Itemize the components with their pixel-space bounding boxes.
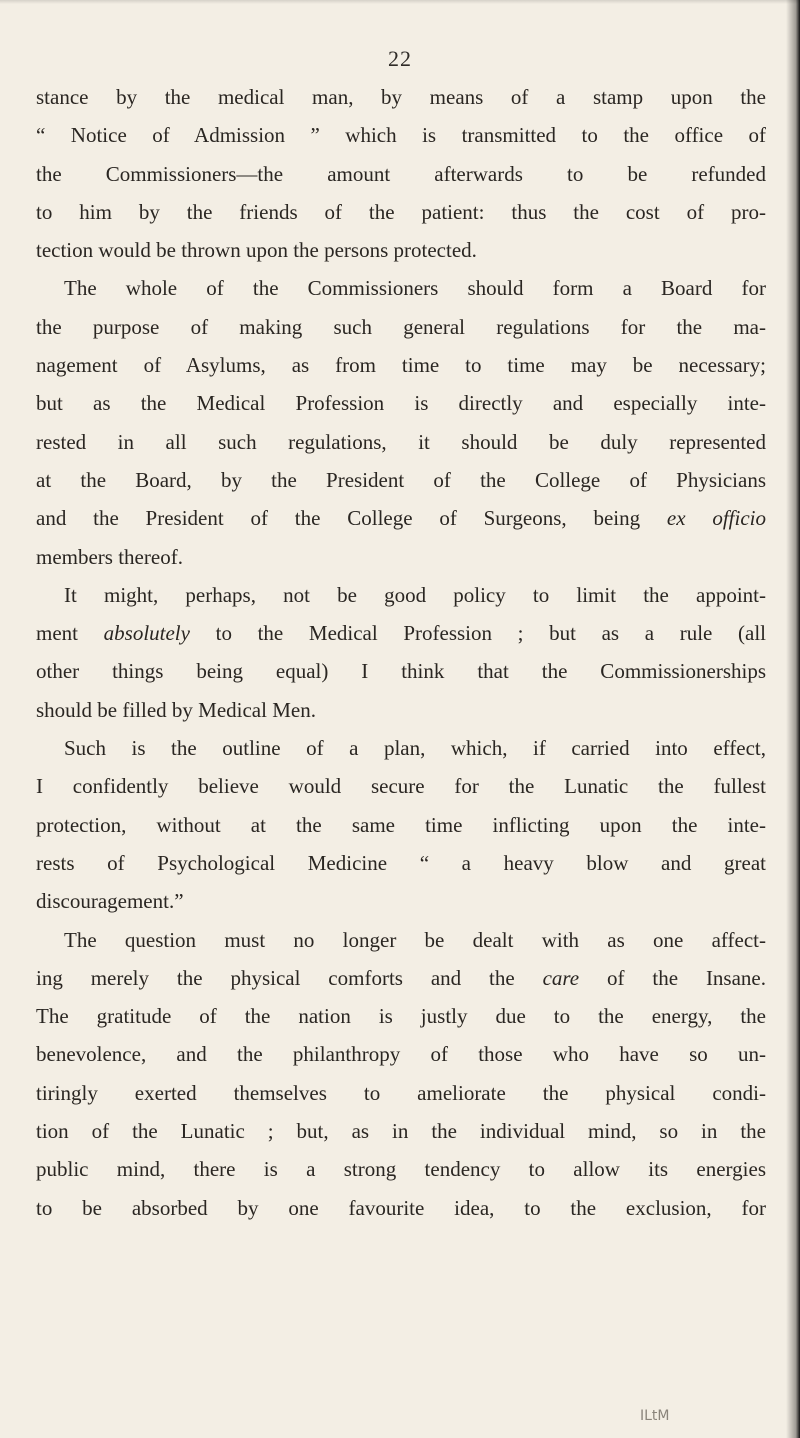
line-text: “ Notice of Admission ” which is transmitted to the office of xyxy=(36,123,766,148)
text-line xyxy=(36,423,766,461)
text-line xyxy=(36,767,766,805)
line-text: the purpose of making such general regulations for the ma- xyxy=(36,314,766,339)
line-text: tiringly exerted themselves to ameliorate the physical condi- xyxy=(36,1080,766,1105)
line-text: to be absorbed by one favourite idea, to the exclusion, for xyxy=(36,1195,766,1220)
page-number: 22 xyxy=(388,46,412,71)
line-text: but as the Medical Profession is directly and especially inte- xyxy=(36,391,766,416)
text-line xyxy=(36,384,766,422)
text-line xyxy=(36,308,766,346)
page-edge-shadow xyxy=(786,0,800,1438)
text-line xyxy=(36,1035,766,1073)
text-line xyxy=(36,882,766,920)
line-text: of the Insane. xyxy=(579,965,766,990)
line-text: to him by the friends of the patient: thus the cost of pro- xyxy=(36,199,766,224)
line-text: at the Board, by the President of the College of Physicians xyxy=(36,467,766,492)
line-text: The gratitude of the nation is justly due to the energy, the xyxy=(36,1004,766,1029)
line-text: nagement of Asylums, as from time to time may be necessary; xyxy=(36,353,766,378)
text-line xyxy=(36,155,766,193)
text-line xyxy=(36,499,766,537)
line-text: rested in all such regulations, it should be duly represented xyxy=(36,429,766,454)
text-line xyxy=(36,78,766,116)
text-line xyxy=(36,844,766,882)
line-text: I confidently believe would secure for the Lunatic the fullest xyxy=(36,774,766,799)
text-line xyxy=(36,576,766,614)
line-text: tection would be thrown upon the persons protected. xyxy=(36,238,477,263)
text-line xyxy=(36,346,766,384)
text-line xyxy=(36,959,766,997)
handwritten-mark: ILtM xyxy=(640,1408,670,1424)
line-text: protection, without at the same time inflicting upon the inte- xyxy=(36,812,766,837)
text-line xyxy=(36,921,766,959)
text-line xyxy=(36,806,766,844)
line-text: other things being equal) I think that the Commissionerships xyxy=(36,659,766,684)
line-text: to the Medical Profession ; but as a rule (all xyxy=(189,621,766,646)
line-text: Such is the outline of a plan, which, if carried into effect, xyxy=(64,736,766,761)
line-text: discouragement.” xyxy=(36,889,184,914)
text-line xyxy=(36,691,766,729)
line-text: rests of Psychological Medicine “ a heavy blow and great xyxy=(36,850,766,875)
line-text: benevolence, and the philanthropy of those who have so un- xyxy=(36,1042,766,1067)
text-line xyxy=(36,614,766,652)
text-line xyxy=(36,116,766,154)
page-top-edge xyxy=(0,0,800,4)
line-text: should be filled by Medical Men. xyxy=(36,697,316,722)
italic-text: absolutely xyxy=(103,621,190,646)
line-text: ing merely the physical comforts and the xyxy=(36,965,543,990)
text-line xyxy=(36,1112,766,1150)
line-text: It might, perhaps, not be good policy to limit the appoint- xyxy=(64,582,766,607)
line-text: tion of the Lunatic ; but, as in the individual mind, so in the xyxy=(36,1119,766,1144)
text-line xyxy=(36,1150,766,1188)
line-text: the Commissioners—the amount afterwards to be refunded xyxy=(36,161,766,186)
text-line xyxy=(36,538,766,576)
line-text: stance by the medical man, by means of a stamp upon the xyxy=(36,85,766,109)
line-text: The whole of the Commissioners should form a Board for xyxy=(64,276,766,301)
text-line xyxy=(36,1189,766,1227)
text-line xyxy=(36,997,766,1035)
line-text: The question must no longer be dealt with as one affect- xyxy=(64,927,766,952)
line-text: members thereof. xyxy=(36,544,183,569)
text-line xyxy=(36,729,766,767)
text-line xyxy=(36,269,766,307)
text-line xyxy=(36,652,766,690)
text-line xyxy=(36,193,766,231)
body-text xyxy=(36,78,766,1227)
line-text: and the President of the College of Surgeons, being xyxy=(36,506,667,531)
line-text: ment xyxy=(36,621,104,646)
text-line xyxy=(36,1074,766,1112)
text-line xyxy=(36,231,766,269)
italic-text: ex officio xyxy=(666,506,766,531)
line-text: public mind, there is a strong tendency to allow its energies xyxy=(36,1157,766,1182)
italic-text: care xyxy=(542,965,580,990)
text-line xyxy=(36,461,766,499)
